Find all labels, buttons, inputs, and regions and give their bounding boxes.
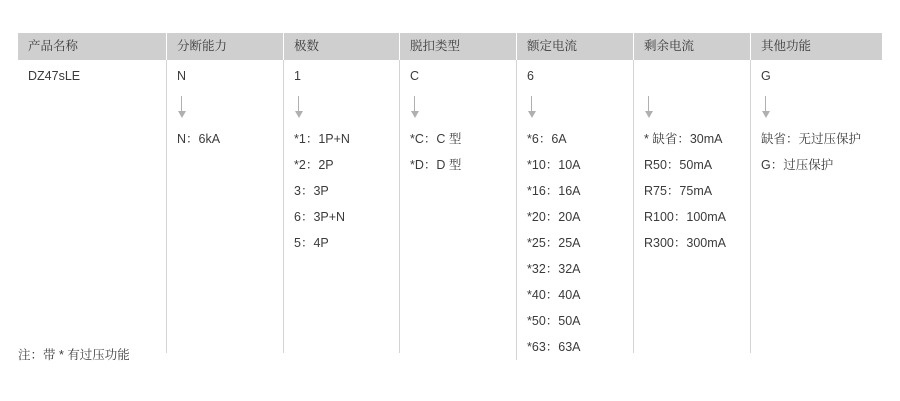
footnote: 注：带 * 有过压功能 bbox=[18, 348, 130, 362]
column-options bbox=[166, 93, 283, 353]
column-options bbox=[18, 93, 166, 353]
column-header: 极数 bbox=[283, 33, 399, 60]
option-item: *16：16A bbox=[527, 184, 581, 198]
column-pole-number bbox=[283, 33, 399, 353]
column-header: 产品名称 bbox=[18, 33, 166, 60]
column-breaking-capacity bbox=[166, 33, 283, 353]
column-value: G bbox=[750, 60, 882, 93]
option-item: *2：2P bbox=[294, 158, 334, 172]
column-value: DZ47sLE bbox=[28, 69, 81, 83]
down-arrow-icon bbox=[294, 96, 304, 122]
column-options bbox=[750, 93, 882, 353]
down-arrow-icon bbox=[761, 96, 771, 122]
option-item: 5：4P bbox=[294, 236, 329, 250]
option-item: R50：50mA bbox=[644, 158, 713, 172]
column-options bbox=[283, 93, 399, 353]
column-value: N bbox=[166, 60, 283, 93]
column-value bbox=[633, 60, 750, 93]
option-item: *C：C 型 bbox=[410, 132, 462, 146]
column-header: 脱扣类型 bbox=[399, 33, 516, 60]
option-item: N：6kA bbox=[177, 132, 221, 146]
option-item: R300：300mA bbox=[644, 236, 726, 250]
option-item: * 缺省：30mA bbox=[644, 132, 723, 146]
option-item: *63：63A bbox=[527, 340, 581, 354]
column-rated-current bbox=[516, 33, 633, 360]
option-item: R100：100mA bbox=[644, 210, 726, 224]
column-header: 分断能力 bbox=[166, 33, 283, 60]
option-item: *40：40A bbox=[527, 288, 581, 302]
option-item: *25：25A bbox=[527, 236, 581, 250]
column-value: C bbox=[399, 60, 516, 93]
down-arrow-icon bbox=[177, 96, 187, 122]
column-other-function bbox=[750, 33, 882, 353]
column-value: 1 bbox=[283, 60, 399, 93]
column-header: 其他功能 bbox=[750, 33, 882, 60]
option-item: *20：20A bbox=[527, 210, 581, 224]
option-item: 6：3P+N bbox=[294, 210, 346, 224]
column-value: 6 bbox=[516, 60, 633, 93]
option-item: *50：50A bbox=[527, 314, 581, 328]
down-arrow-icon bbox=[644, 96, 654, 122]
column-trip-type bbox=[399, 33, 516, 353]
column-options bbox=[633, 93, 750, 353]
column-product-name bbox=[18, 33, 166, 353]
column-residual-current bbox=[633, 33, 750, 353]
column-options bbox=[399, 93, 516, 353]
option-item: *10：10A bbox=[527, 158, 581, 172]
down-arrow-icon bbox=[527, 96, 537, 122]
column-header: 额定电流 bbox=[516, 33, 633, 60]
option-item: *32：32A bbox=[527, 262, 581, 276]
option-item: R75：75mA bbox=[644, 184, 713, 198]
option-item: *1：1P+N bbox=[294, 132, 350, 146]
column-options bbox=[516, 93, 633, 360]
option-item: 3：3P bbox=[294, 184, 329, 198]
down-arrow-icon bbox=[410, 96, 420, 122]
column-header: 剩余电流 bbox=[633, 33, 750, 60]
option-item: G：过压保护 bbox=[761, 158, 834, 172]
code-columns-table bbox=[18, 33, 882, 360]
option-item: *6：6A bbox=[527, 132, 567, 146]
option-item: 缺省：无过压保护 bbox=[761, 132, 862, 146]
option-item: *D：D 型 bbox=[410, 158, 462, 172]
